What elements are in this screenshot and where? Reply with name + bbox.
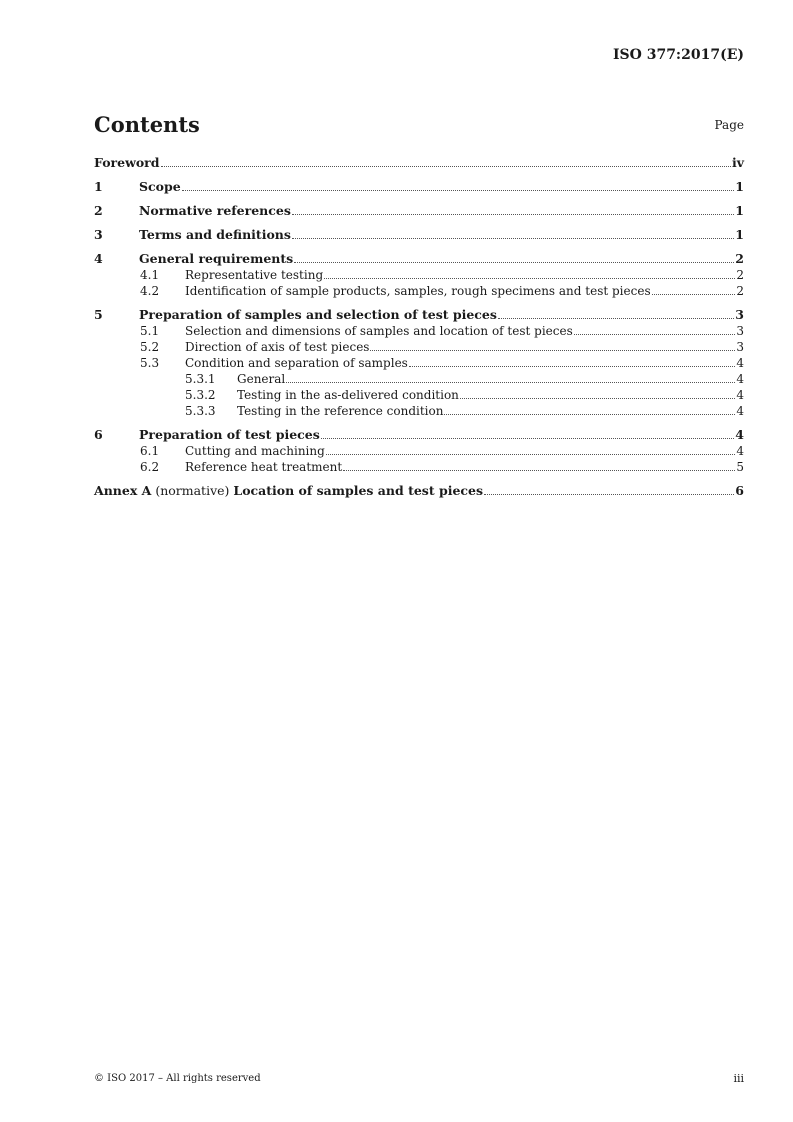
- dot-leader: [370, 350, 735, 351]
- footer-page-number: iii: [733, 1072, 744, 1085]
- dot-leader: [321, 438, 735, 439]
- toc-entry-4-1[interactable]: [94, 267, 744, 283]
- annex-qualifier: [151, 483, 233, 499]
- table-of-contents: [94, 155, 744, 499]
- toc-entry-2[interactable]: [94, 203, 744, 219]
- toc-entry-page: 2: [735, 251, 744, 266]
- toc-entry-number: 6.1: [140, 444, 160, 458]
- toc-entry-page: 1: [735, 179, 744, 194]
- dot-leader: [498, 318, 734, 319]
- dot-leader: [409, 366, 735, 367]
- dot-leader: [161, 166, 731, 167]
- footer-copyright: © ISO 2017 – All rights reserved: [94, 1073, 261, 1084]
- toc-entry-label: Terms and definitions: [139, 227, 291, 242]
- toc-entry-5-2[interactable]: [94, 339, 744, 355]
- toc-entry-page: 2: [736, 268, 744, 282]
- document-id: ISO 377:2017(E): [612, 47, 744, 63]
- dot-leader: [292, 214, 734, 215]
- toc-entry-number: 4: [94, 251, 103, 266]
- toc-entry-6-1[interactable]: [94, 443, 744, 459]
- toc-entry-number: 5.3.3: [185, 404, 216, 418]
- toc-entry-label: Reference heat treatment: [185, 460, 343, 474]
- toc-entry-5-3[interactable]: [94, 355, 744, 371]
- toc-entry-page: 4: [735, 427, 744, 442]
- toc-entry-6[interactable]: [94, 427, 744, 443]
- toc-entry-label: Testing in the reference condition: [237, 404, 444, 418]
- toc-entry-label: Identification of sample products, samples, rough specimens and test pieces: [185, 284, 651, 298]
- toc-entry-5-1[interactable]: [94, 323, 744, 339]
- toc-entry-page: 4: [736, 372, 744, 386]
- toc-entry-label: Selection and dimensions of samples and location of test pieces: [185, 324, 573, 338]
- toc-entry-label: Scope: [139, 179, 181, 194]
- toc-entry-number: 4.2: [140, 284, 160, 298]
- toc-entry-label: Testing in the as-delivered condition: [237, 388, 459, 402]
- toc-entry-label: Representative testing: [185, 268, 324, 282]
- toc-entry-page: 6: [735, 483, 744, 498]
- toc-entry-page: 3: [736, 340, 744, 354]
- toc-entry-label: General requirements: [139, 251, 294, 266]
- toc-entry-page: 4: [736, 388, 744, 402]
- annex-qualifier-text: (normative): [155, 483, 230, 498]
- toc-entry-number: 2: [94, 203, 103, 218]
- toc-entry-page: 3: [735, 307, 744, 322]
- toc-entry-page: 4: [736, 404, 744, 418]
- toc-entry-page: 2: [736, 284, 744, 298]
- toc-entry-page: 5: [736, 460, 744, 474]
- dot-leader: [460, 398, 735, 399]
- page-column-label: Page: [714, 118, 744, 132]
- page-title: Contents: [94, 112, 200, 137]
- toc-entry-4[interactable]: [94, 251, 744, 267]
- dot-leader: [652, 294, 735, 295]
- toc-entry-1[interactable]: [94, 179, 744, 195]
- toc-entry-number: 3: [94, 227, 103, 242]
- toc-entry-label: Foreword: [94, 155, 160, 170]
- toc-entry-number: 1: [94, 179, 103, 194]
- toc-entry-label: Cutting and machining: [185, 444, 325, 458]
- dot-leader: [574, 334, 735, 335]
- toc-entry-label: General: [237, 372, 286, 386]
- toc-entry-5-3-2[interactable]: [94, 387, 744, 403]
- toc-entry-5[interactable]: [94, 307, 744, 323]
- dot-leader: [343, 470, 735, 471]
- dot-leader: [324, 278, 735, 279]
- toc-entry-page: 1: [735, 203, 744, 218]
- toc-entry-page: 1: [735, 227, 744, 242]
- toc-entry-3[interactable]: [94, 227, 744, 243]
- toc-entry-page: 4: [736, 444, 744, 458]
- toc-entry-5-3-3[interactable]: [94, 403, 744, 419]
- annex-prefix: Annex A: [94, 483, 152, 498]
- toc-entry-label: Location of samples and test pieces: [233, 483, 484, 498]
- toc-entry-6-2[interactable]: [94, 459, 744, 475]
- dot-leader: [326, 454, 735, 455]
- toc-entry-foreword[interactable]: [94, 155, 744, 171]
- toc-entry-number: 5.2: [140, 340, 160, 354]
- dot-leader: [484, 494, 734, 495]
- toc-entry-page: 4: [736, 356, 744, 370]
- toc-entry-label: Direction of axis of test pieces: [185, 340, 370, 354]
- toc-entry-label: Preparation of test pieces: [139, 427, 320, 442]
- dot-leader: [292, 238, 734, 239]
- toc-entry-number: 5.3.2: [185, 388, 216, 402]
- toc-entry-4-2[interactable]: [94, 283, 744, 299]
- dot-leader: [182, 190, 735, 191]
- toc-entry-5-3-1[interactable]: [94, 371, 744, 387]
- toc-entry-number: 6.2: [140, 460, 160, 474]
- toc-entry-number: 4.1: [140, 268, 160, 282]
- dot-leader: [444, 414, 735, 415]
- toc-entry-number: 5: [94, 307, 103, 322]
- toc-entry-page: iv: [731, 155, 744, 170]
- dot-leader: [286, 382, 735, 383]
- toc-entry-annex-a[interactable]: [94, 483, 744, 499]
- toc-entry-number: 5.1: [140, 324, 160, 338]
- toc-entry-label: Condition and separation of samples: [185, 356, 408, 370]
- toc-entry-label: Preparation of samples and selection of test pieces: [139, 307, 497, 322]
- toc-entry-page: 3: [736, 324, 744, 338]
- toc-entry-label: Normative references: [139, 203, 291, 218]
- dot-leader: [294, 262, 734, 263]
- toc-entry-number: 5.3: [140, 356, 160, 370]
- toc-entry-number: 6: [94, 427, 103, 442]
- toc-entry-number: 5.3.1: [185, 372, 216, 386]
